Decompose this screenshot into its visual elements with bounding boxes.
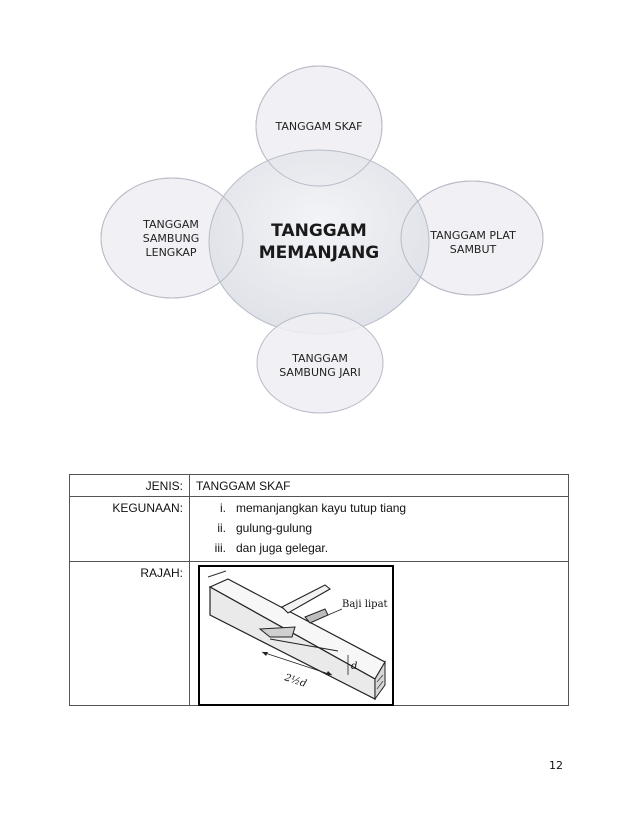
callout-label: Baji lipat [342, 599, 388, 610]
jenis-label: JENIS: [70, 475, 190, 497]
jenis-row [70, 475, 569, 497]
left-label: TANGGAM SAMBUNG LENGKAP [142, 218, 200, 259]
list-item: ii. gulung-gulung [217, 521, 313, 535]
kegunaan-row [70, 497, 569, 562]
list-item: i. memanjangkan kayu tutup tiang [220, 501, 407, 515]
center-label: TANGGAM MEMANJANG [258, 221, 380, 263]
scarf-joint-drawing [200, 567, 392, 704]
rajah-label: RAJAH: [70, 562, 190, 706]
list-item: iii. dan juga gelegar. [214, 541, 329, 555]
top-label: TANGGAM SKAF [275, 120, 363, 133]
scarf-joint-illustration [198, 565, 394, 706]
page-number: 12 [549, 759, 563, 772]
joint-info-table [69, 474, 569, 706]
right-label: TANGGAM PLAT SAMBUT [430, 229, 516, 256]
dim-depth-label: d [351, 661, 358, 672]
uses-list [190, 497, 569, 562]
dim-length-label: 2½d [283, 672, 308, 690]
kegunaan-label: KEGUNAAN: [70, 497, 190, 562]
bottom-label: TANGGAM SAMBUNG JARI [279, 352, 361, 379]
rajah-row [70, 562, 569, 706]
jenis-value: TANGGAM SKAF [190, 475, 569, 497]
